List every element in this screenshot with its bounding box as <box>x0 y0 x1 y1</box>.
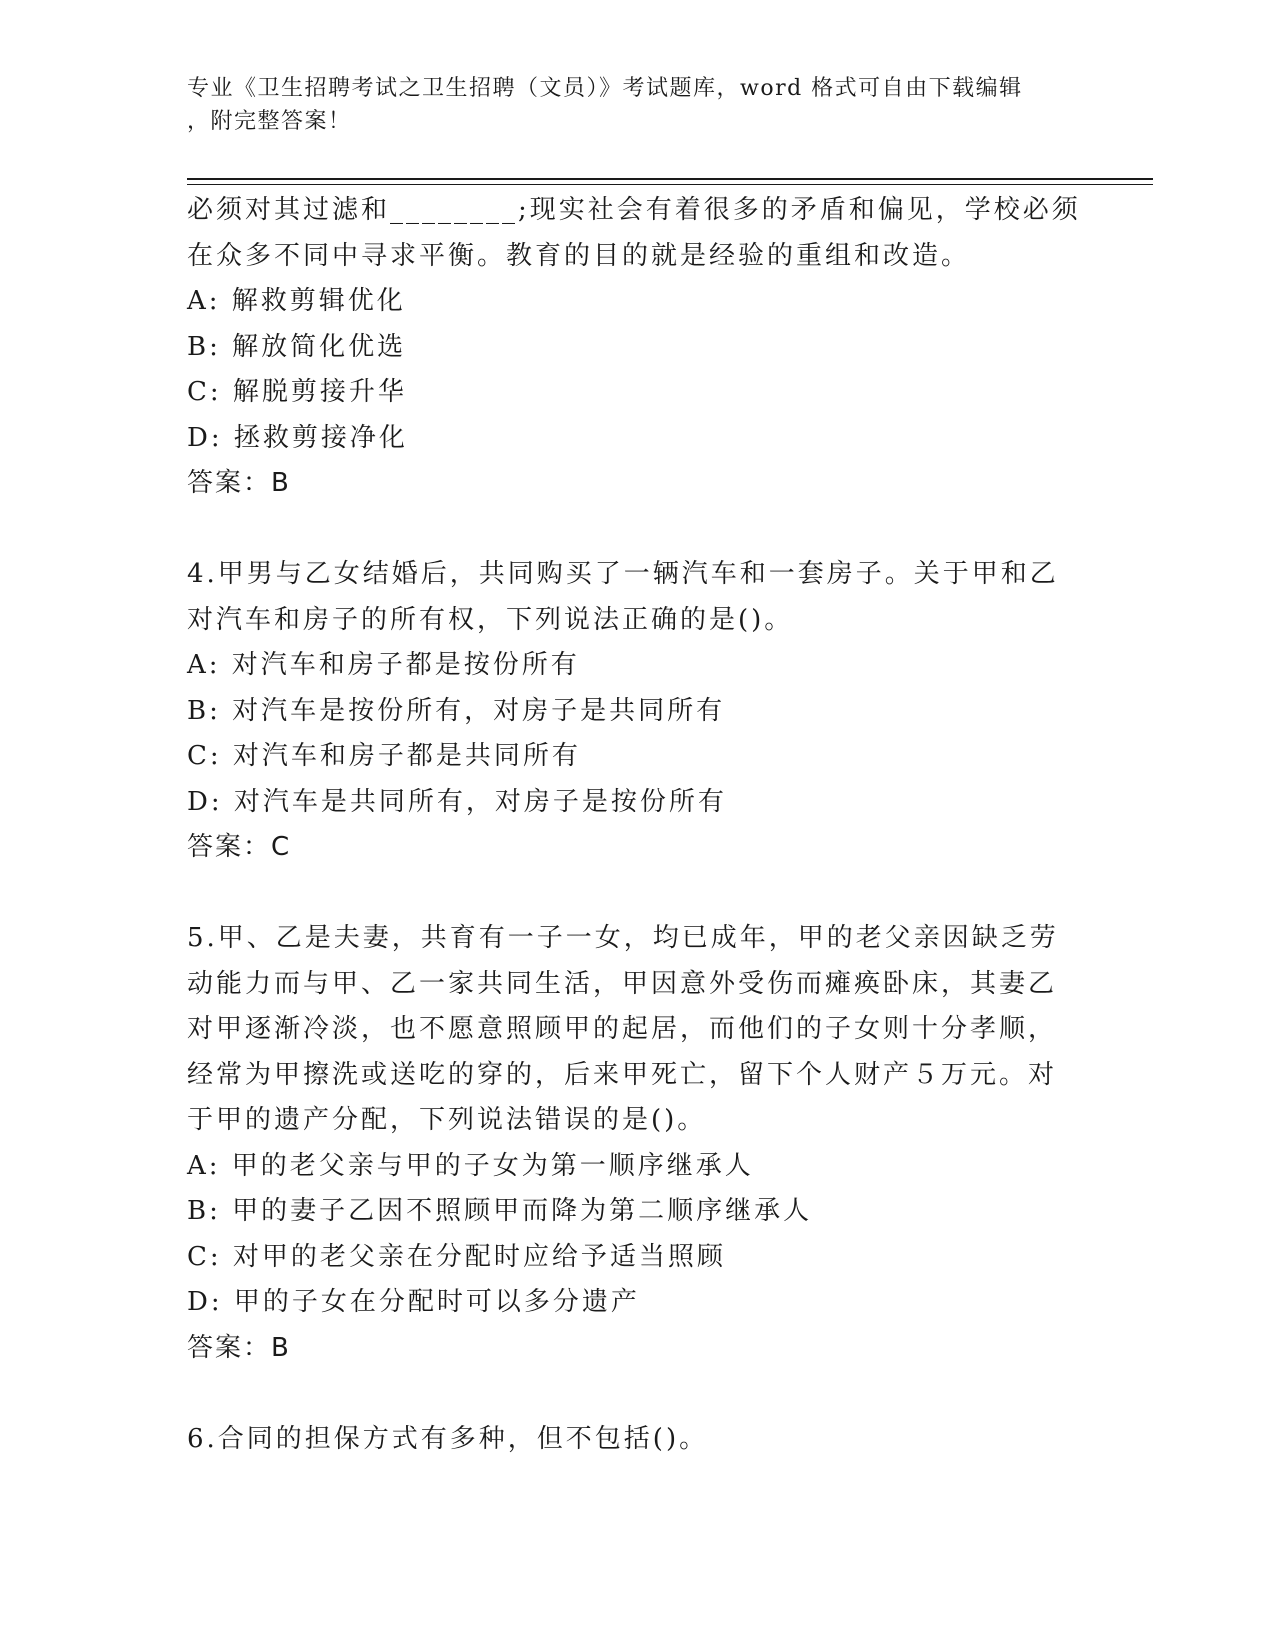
spacer <box>187 507 1067 553</box>
option-c: C: 解脱剪接升华 <box>187 377 407 407</box>
option-a: A: 甲的老父亲与甲的子女为第一顺序继承人 <box>187 1150 754 1181</box>
option-d: D: 甲的子女在分配时可以多分遗产 <box>187 1287 640 1317</box>
question-stem-line: 4.甲男与乙女结婚后，共同购买了一辆汽车和一套房子。关于甲和乙 <box>187 559 1059 589</box>
document-header <box>187 72 1067 138</box>
question-4 <box>187 552 1067 871</box>
question-stem-line: 6.合同的担保方式有多种，但不包括()。 <box>187 1423 709 1454</box>
option-a: A: 解救剪辑优化 <box>187 286 406 316</box>
option-d: D: 对汽车是共同所有，对房子是按份所有 <box>187 786 727 817</box>
option-d: D: 拯救剪接净化 <box>187 422 408 453</box>
answer-line: 答案：B <box>187 1332 291 1363</box>
question-5 <box>187 916 1067 1371</box>
question-stem-line: 经常为甲擦洗或送吃的穿的，后来甲死亡，留下个人财产５万元。对 <box>187 1059 1058 1090</box>
option-b: B: 甲的妻子乙因不照顾甲而降为第二顺序继承人 <box>187 1196 813 1226</box>
question-stem-line: 在众多不同中寻求平衡。教育的目的就是经验的重组和改造。 <box>187 240 971 271</box>
option-a: A: 对汽车和房子都是按份所有 <box>187 650 580 680</box>
answer-line: 答案：B <box>187 468 291 498</box>
question-stem-line: 对汽车和房子的所有权，下列说法正确的是()。 <box>187 604 794 635</box>
question-stem-line: 对甲逐渐冷淡，也不愿意照顾甲的起居，而他们的子女则十分孝顺， <box>187 1014 1058 1044</box>
option-b: B: 解放简化优选 <box>187 331 407 362</box>
option-c: C: 对甲的老父亲在分配时应给予适当照顾 <box>187 1241 726 1272</box>
question-3 <box>187 188 1081 507</box>
header-title-line1: 专业《卫生招聘考试之卫生招聘（文员）》考试题库，word 格式可自由下载编辑 <box>187 76 1023 101</box>
question-6 <box>187 1417 1067 1463</box>
question-stem-line: 于甲的遗产分配，下列说法错误的是()。 <box>187 1105 707 1135</box>
option-c: C: 对汽车和房子都是共同所有 <box>187 741 581 771</box>
header-rule-thin <box>187 184 1153 185</box>
spacer <box>187 871 1067 917</box>
header-rule-thick <box>187 178 1153 180</box>
answer-line: 答案：C <box>187 832 292 862</box>
document-body <box>187 188 1081 1462</box>
question-stem-line: 必须对其过滤和________;现实社会有着很多的矛盾和偏见，学校必须 <box>187 195 1081 225</box>
option-b: B: 对汽车是按份所有，对房子是共同所有 <box>187 695 726 726</box>
question-stem-line: 动能力而与甲、乙一家共同生活，甲因意外受伤而瘫痪卧床，其妻乙 <box>187 968 1058 999</box>
header-title-line2: ，附完整答案！ <box>187 109 352 134</box>
spacer <box>187 1371 1067 1417</box>
question-stem-line: 5.甲、乙是夫妻，共育有一子一女，均已成年，甲的老父亲因缺乏劳 <box>187 923 1059 953</box>
